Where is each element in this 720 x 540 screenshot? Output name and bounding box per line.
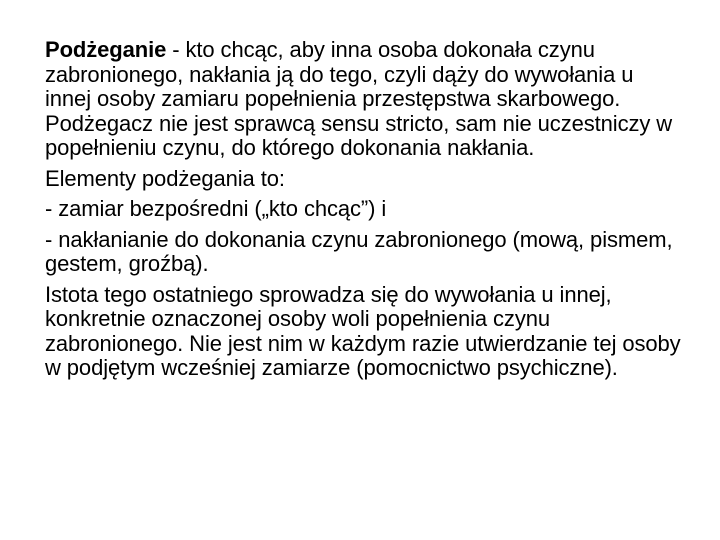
explanation-paragraph: Istota tego ostatniego sprowadza się do wywołania u innej, konkretnie oznaczonej osoby woli popełnienia czynu zabronionego. Nie jest nim w każdym razie utwierdzanie tej osoby w podjętym wcześniej zamiarze (pomocnictwo psychiczne). [45, 281, 681, 380]
elements-intro: Elementy podżegania to: [45, 165, 285, 191]
definition-paragraph [45, 38, 685, 161]
element-item-1: - zamiar bezpośredni („kto chcąc”) i [45, 196, 387, 221]
text-body [45, 38, 685, 381]
term-heading: Podżeganie [45, 37, 167, 62]
definition-text: - kto chcąc, aby inna osoba dokonała czynu zabronionego, nakłania ją do tego, czyli dąży do wywołania u innej osoby zamiaru popełnienia przestępstwa skarbowego. Podżegacz nie jest sprawcą sensu stricto, sam nie uczestniczy w popełnieniu czynu, do którego dokonania nakłania. [45, 37, 673, 160]
element-item-2: - nakłanianie do dokonania czynu zabronionego (mową, pismem, gestem, groźbą). [45, 226, 673, 276]
